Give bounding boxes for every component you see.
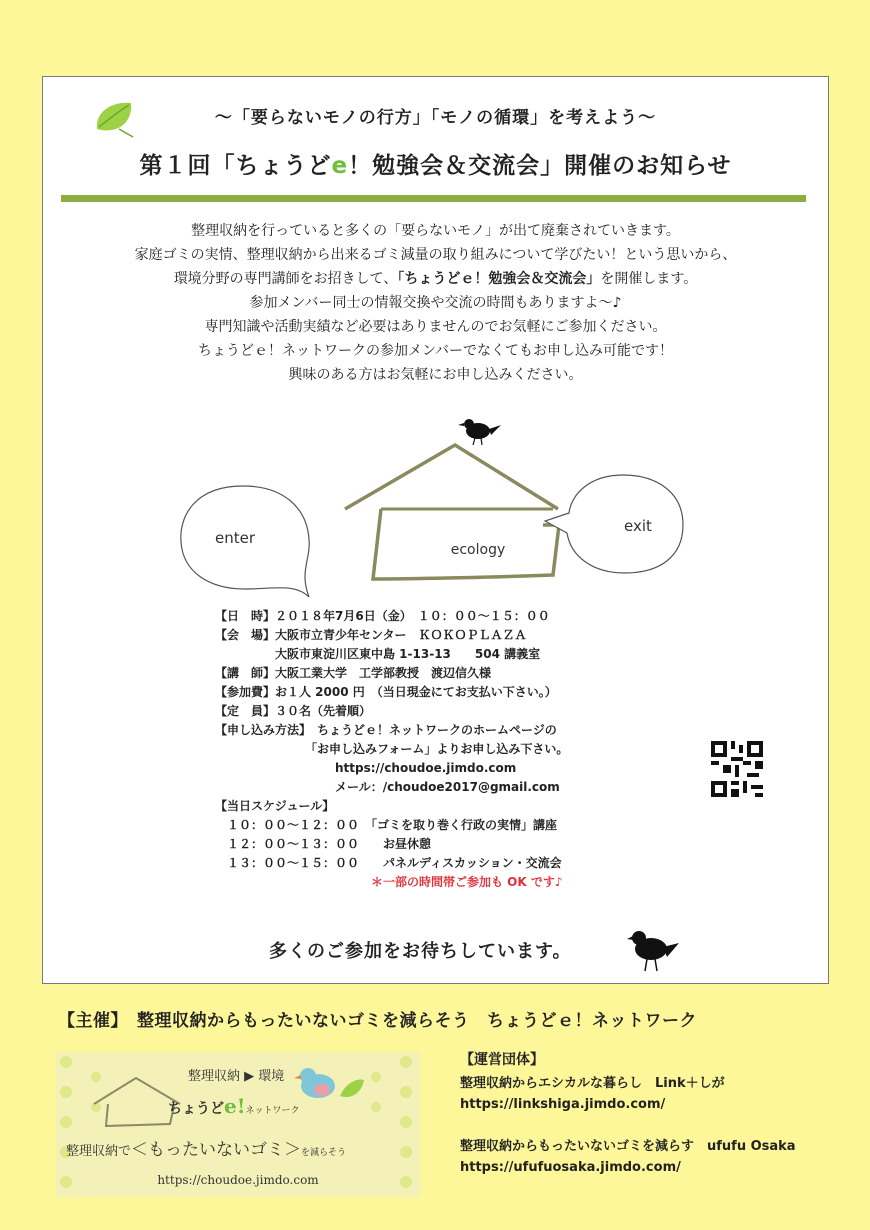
org-name: 整理収納からエシカルな暮らし Link＋しが bbox=[460, 1076, 725, 1091]
detail-venue: 【会 場】大阪市立青少年センター ＫＯＫＯＰＬＡＺＡ bbox=[215, 628, 527, 642]
detail-apply: 【申し込み方法】 ちょうどｅ！ネットワークのホームページの bbox=[215, 723, 557, 737]
org-url-link[interactable]: https://linkshiga.jimdo.com/ bbox=[460, 1097, 666, 1112]
exit-bubble bbox=[545, 475, 683, 573]
exit-label: exit bbox=[624, 517, 652, 535]
org-name: 整理収納からもったいないゴミを減らす ufufu Osaka bbox=[460, 1139, 796, 1154]
detail-address: 大阪市東淀川区東中島 1-13-13 504 講義室 bbox=[215, 647, 541, 661]
schedule-item: １３：００～１５：００ パネルディスカッション・交流会 bbox=[215, 856, 562, 870]
organizers bbox=[460, 1050, 796, 1178]
schedule-item: １２：００～１３：００ お昼休憩 bbox=[215, 837, 432, 851]
schedule-heading: 【当日スケジュール】 bbox=[215, 799, 335, 813]
bird-icon bbox=[627, 925, 681, 975]
detail-date: 【日 時】２０１８年7月6日（金） １０：００～１５：００ bbox=[215, 609, 550, 623]
detail-url[interactable]: https://choudoe.jimdo.com bbox=[215, 761, 517, 775]
enter-bubble bbox=[181, 486, 309, 597]
ecology-label: ecology bbox=[450, 542, 506, 558]
org-url-link[interactable]: https://ufufuosaka.jimdo.com/ bbox=[460, 1160, 681, 1175]
intro-line: 環境分野の専門講師をお招きして、「ちょうどｅ！勉強会＆交流会」を開催します。 bbox=[173, 271, 698, 287]
organizers-heading: 【運営団体】 bbox=[460, 1052, 544, 1068]
bird-icon bbox=[458, 419, 501, 445]
detail-apply-form: 「お申し込みフォーム」よりお申し込み下さい。 bbox=[215, 742, 569, 756]
network-banner[interactable] bbox=[56, 1052, 420, 1197]
banner-url[interactable]: https://choudoe.jimdo.com bbox=[157, 1173, 319, 1187]
intro-text bbox=[43, 219, 828, 387]
event-details bbox=[215, 607, 568, 892]
host-line: 【主催】 整理収納からもったいないゴミを減らそう ちょうどｅ！ネットワーク bbox=[58, 1011, 697, 1031]
title-prefix: 第１回「ちょうど bbox=[139, 153, 332, 179]
intro-line: 整理収納を行っていると多くの「要らないモノ」が出て廃棄されていきます。 bbox=[191, 223, 680, 239]
intro-line: 参加メンバー同士の情報交換や交流の時間もありますよ～♪ bbox=[249, 295, 622, 311]
enter-label: enter bbox=[214, 529, 256, 547]
closing-message: 多くのご参加をお待ちしています。 bbox=[269, 941, 572, 962]
event-subtitle: ～「要らないモノの行方」「モノの循環」を考えよう～ bbox=[214, 108, 657, 128]
title-divider bbox=[61, 195, 806, 202]
title-e: e bbox=[331, 153, 349, 179]
detail-lecturer: 【講 師】大阪工業大学 工学部教授 渡辺信久様 bbox=[215, 666, 492, 680]
schedule-item: １０：００～１２：００ 「ゴミを取り巻く行政の実情」講座 bbox=[215, 818, 558, 832]
intro-line: 専門知識や活動実績など必要はありませんのでお気軽にご参加ください。 bbox=[204, 319, 667, 335]
intro-line: 家庭ゴミの実情、整理収納から出来るゴミ減量の取り組みについて学びたい！という思いから、 bbox=[134, 247, 737, 263]
schedule-note: ＊一部の時間帯ご参加も OK です♪ bbox=[215, 875, 563, 889]
detail-capacity: 【定 員】３０名（先着順） bbox=[215, 704, 372, 718]
flyer-panel bbox=[42, 76, 829, 984]
event-title bbox=[43, 147, 828, 180]
banner-line3: 整理収納で＜もったいないゴミ＞を減らそう bbox=[66, 1140, 347, 1160]
leaf-icon bbox=[340, 1080, 364, 1098]
title-suffix: ！勉強会＆交流会」開催のお知らせ bbox=[348, 153, 732, 179]
house-shape bbox=[345, 445, 559, 579]
detail-fee: 【参加費】お１人 2000 円 （当日現金にてお支払い下さい。） bbox=[215, 685, 557, 699]
intro-line: 興味のある方はお気軽にお申し込みください。 bbox=[288, 367, 583, 383]
bird-icon bbox=[294, 1068, 335, 1098]
banner-line1: 整理収納 ▶ 環境 bbox=[188, 1069, 285, 1084]
qr-code-icon[interactable] bbox=[711, 741, 763, 797]
intro-line: ちょうどｅ！ネットワークの参加メンバーでなくてもお申し込み可能です！ bbox=[197, 343, 674, 359]
banner-line2: ちょうどe!ネットワーク bbox=[168, 1094, 300, 1118]
detail-mail[interactable]: メール：/choudoe2017@gmail.com bbox=[215, 780, 560, 794]
ecology-diagram bbox=[173, 417, 693, 607]
